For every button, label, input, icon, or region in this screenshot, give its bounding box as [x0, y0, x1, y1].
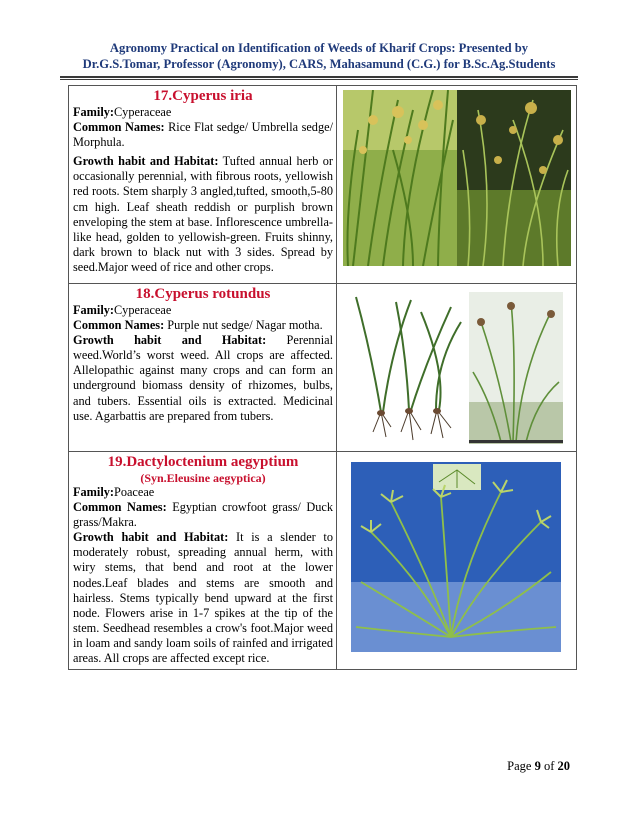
- of-word: of: [540, 759, 558, 773]
- growth-habit-line: [73, 154, 333, 275]
- page-header: [60, 40, 578, 72]
- growth-habit-value: It is a slender to moderately robust, spreading annual herm, with wiry stems, that bend and root at the lower nodes.Leaf blades and stems are smooth and hairless. Stems typically bend upward at the first node. Flowers arise in 1-7 spikes at the tip of the stem. Seedhead resembles a crow's foot.Major weed in loam and sandy loam soils of rainfed and irrigated areas. All crops are affected except rice.: [73, 530, 333, 666]
- family-label: Family:: [73, 485, 114, 499]
- page-number: [507, 759, 570, 774]
- family-value: Cyperaceae: [113, 105, 172, 119]
- common-names-line: [73, 318, 333, 333]
- growth-habit-label: Growth habit and Habitat:: [73, 333, 267, 348]
- header-rule: [60, 76, 578, 78]
- common-names-value: Rice Flat sedge/ Umbrella sedge/ Morphula.: [73, 120, 333, 150]
- page-total: 20: [557, 759, 570, 773]
- growth-habit-label: Growth habit and Habitat:: [73, 154, 219, 169]
- weed-title: 18.Cyperus rotundus: [135, 286, 271, 302]
- growth-habit-value: Perennial weed.World’s worst weed. All crops are affected. Allelopathic against many crops and can form an underground biomass density of rhizomes, bulbs, and tubers. Essential oils is extracted. Medicinal use. Agarbattis are prepared from tubers.: [73, 333, 333, 423]
- cyperus-iria-photo: [343, 90, 571, 266]
- header-rule-thin: [60, 79, 578, 80]
- common-names-line: [73, 120, 333, 150]
- weed-table: [68, 85, 577, 670]
- family-line: [73, 105, 333, 120]
- common-names-label: Common Names:: [73, 500, 167, 515]
- weed-photo-cell: [337, 284, 577, 452]
- table-row: [69, 86, 577, 284]
- header-line-1: Agronomy Practical on Identification of Weeds of Kharif Crops: Presented by: [109, 41, 529, 55]
- growth-habit-value: Tufted annual herb or occasionally perennial, with fibrous roots, yellowish red roots. Stem sharply 3 angled,tufted, smooth,5-80 cm high. Leaf sheath reddish or purplish brown enveloping the stem at base. Inflorescence umbrella-like head, golden to yellowish-green. Fruits shinny, dark brown to black nut with 3 sides. Spread by seed.Major weed of rice and other crops.: [73, 154, 333, 274]
- common-names-label: Common Names:: [73, 318, 165, 333]
- cyperus-rotundus-photo: [351, 292, 563, 444]
- growth-habit-label: Growth habit and Habitat:: [73, 530, 229, 545]
- family-label: Family:: [73, 303, 114, 317]
- common-names-label: Common Names:: [73, 120, 165, 135]
- weed-description-cell: [69, 452, 337, 670]
- common-names-value: Purple nut sedge/ Nagar motha.: [164, 318, 323, 333]
- weed-title: 17.Cyperus iria: [153, 88, 253, 104]
- growth-habit-line: [73, 333, 333, 424]
- family-label: Family:: [73, 105, 114, 119]
- weed-description-cell: [69, 284, 337, 452]
- weed-description-cell: [69, 86, 337, 284]
- dactyloctenium-photo: [351, 462, 561, 652]
- header-line-2: Dr.G.S.Tomar, Professor (Agronomy), CARS, Mahasamund (C.G.) for B.Sc.Ag.Students: [82, 57, 556, 71]
- family-line: [73, 485, 333, 500]
- synonym: (Syn.Eleusine aegyptica): [140, 471, 266, 485]
- table-row: [69, 284, 577, 452]
- growth-habit-line: [73, 530, 333, 666]
- family-line: [73, 303, 333, 318]
- page-current: 9: [534, 759, 541, 773]
- weed-photo-cell: [337, 86, 577, 284]
- weed-title: 19.Dactyloctenium aegyptium: [107, 454, 299, 470]
- page-word: Page: [507, 759, 535, 773]
- table-row: [69, 452, 577, 670]
- common-names-line: [73, 500, 333, 530]
- common-names-value: Egyptian crowfoot grass/ Duck grass/Makra.: [73, 500, 333, 530]
- family-value: Poaceae: [113, 485, 155, 499]
- family-value: Cyperaceae: [113, 303, 172, 317]
- weed-photo-cell: [337, 452, 577, 670]
